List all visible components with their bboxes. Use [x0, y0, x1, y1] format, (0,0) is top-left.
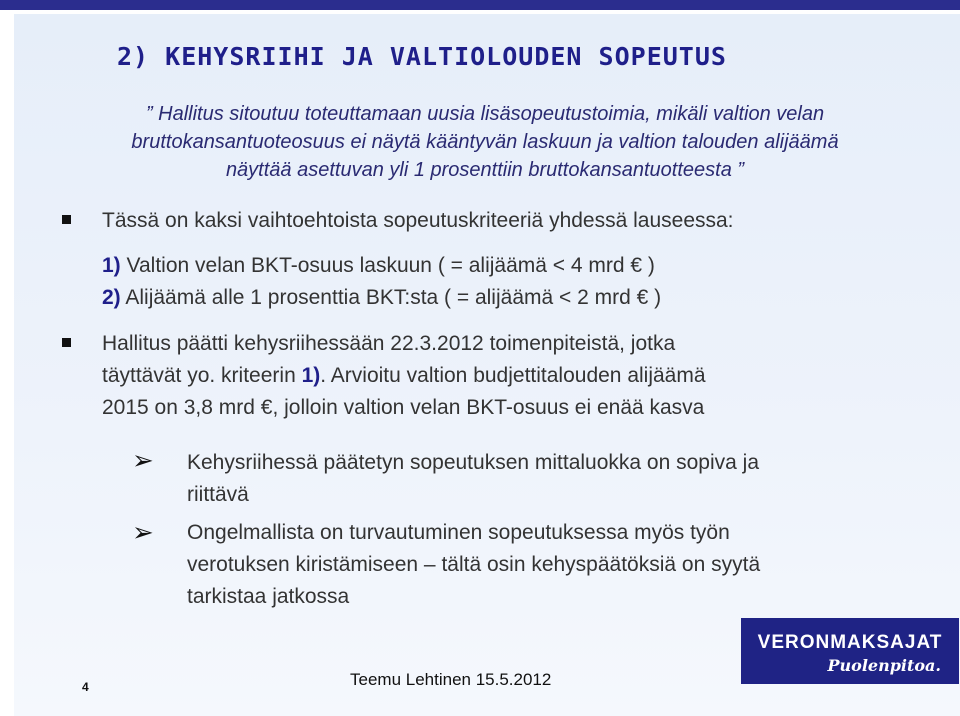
page-number: 4 — [82, 680, 89, 694]
logo-slogan: Puolenpitoa. — [827, 656, 941, 675]
square-bullet-icon — [62, 338, 71, 347]
criterion-reference: 1) — [301, 364, 321, 387]
logo-wordmark: VERONMAKSAJAT — [757, 632, 943, 653]
sub-bullet — [187, 517, 760, 613]
bullet-line — [102, 360, 706, 392]
veronmaksajat-logo — [741, 618, 959, 684]
sub-bullet-line: tarkistaa jatkossa — [187, 585, 350, 608]
bullet-criteria-intro: Tässä on kaksi vaihtoehtoista sopeutuskriteeriä yhdessä lauseessa: — [102, 209, 734, 232]
arrow-bullet-icon: ➢ — [132, 445, 154, 475]
quote-block — [55, 100, 915, 184]
square-bullet-icon — [62, 215, 71, 224]
sub-bullet-line: riittävä — [187, 483, 249, 506]
criterion-number: 1) — [102, 254, 121, 277]
bullet-decision — [102, 328, 706, 424]
sub-bullet-line: Kehysriihessä päätetyn sopeutuksen mittaluokka on sopiva ja — [187, 451, 760, 474]
bullet-line: 2015 on 3,8 mrd €, jolloin valtion velan BKT-osuus ei enää kasva — [102, 396, 705, 419]
bullet-line-text: . Arvioitu valtion budjettitalouden alijäämä — [320, 364, 706, 387]
bullet-line-text: täyttävät yo. kriteerin — [102, 364, 302, 387]
sub-bullet — [187, 447, 759, 511]
criterion-text: Valtion velan BKT-osuus laskuun ( = alijäämä < 4 mrd € ) — [126, 254, 655, 277]
slide-title: 2) KEHYSRIIHI JA VALTIOLOUDEN SOPEUTUS — [117, 42, 727, 71]
criterion-item — [102, 282, 661, 314]
criterion-item — [102, 250, 655, 282]
arrow-bullet-icon: ➢ — [132, 517, 154, 547]
quote-line: ” Hallitus sitoutuu toteuttamaan uusia lisäsopeutustoimia, mikäli valtion velan — [145, 103, 825, 125]
bullet-line: Hallitus päätti kehysriihessään 22.3.2012 toimenpiteistä, jotka — [102, 332, 676, 355]
sub-bullet-line: Ongelmallista on turvautuminen sopeutuksessa myös työn — [187, 521, 730, 544]
sub-bullet-line: verotuksen kiristämiseen – tältä osin kehyspäätöksiä on syytä — [187, 553, 761, 576]
criterion-text: Alijäämä alle 1 prosenttia BKT:sta ( = alijäämä < 2 mrd € ) — [125, 286, 662, 309]
quote-line: bruttokansantuoteosuus ei näytä kääntyvän laskuun ja valtion talouden alijäämä — [131, 131, 839, 153]
criterion-number: 2) — [102, 286, 121, 309]
quote-line: näyttää asettuvan yli 1 prosenttiin bruttokansantuotteesta ” — [225, 159, 745, 181]
footer-author-date: Teemu Lehtinen 15.5.2012 — [350, 670, 552, 689]
top-accent-bar — [0, 0, 960, 10]
